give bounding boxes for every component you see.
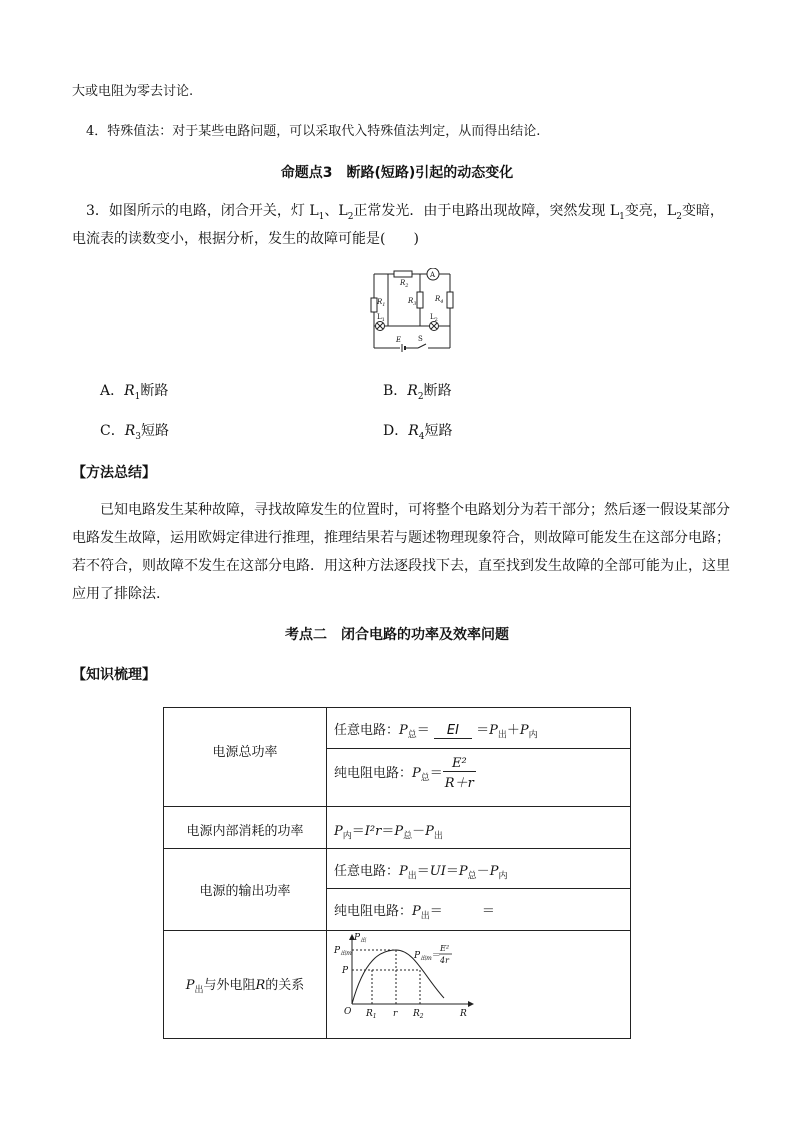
knowledge-title: 【知识梳理】 [72, 667, 156, 683]
total-power-any-circuit: 任意电路：$P_总=$ EI $=P_出+P_内$ [334, 723, 538, 741]
ammeter-label: A [430, 271, 436, 279]
pm-formula-numerator: E² [440, 944, 450, 953]
method-4-text: 4．特殊值法：对于某些电路问题，可以采取代入特殊值法判定，从而得出结论. [86, 124, 541, 139]
option-c[interactable]: C．$R_3$短路 [100, 423, 169, 442]
power-resistance-graph [328, 932, 478, 1020]
r2-tick-label: $R_2$ [413, 1009, 424, 1020]
row-total-power-label: 电源总功率 [212, 745, 278, 760]
origin-label: O [344, 1007, 352, 1017]
l1-label: $L_1$ [377, 313, 385, 323]
r3-label: $R_3$ [408, 297, 417, 307]
row-internal-power-label: 电源内部消耗的功率 [186, 824, 304, 839]
output-power-any-circuit: 任意电路：$P_出=UI=P_总-P_内$ [334, 864, 508, 882]
option-a[interactable]: A．$R_1$断路 [100, 383, 169, 402]
r-tick-label: r [393, 1009, 398, 1019]
row-relation-label: $P_出$与外电阻R的关系 [185, 978, 305, 996]
output-power-pure-resistor: 纯电阻电路：$P_出=$ ＝ [334, 904, 495, 922]
p-tick-label: P [342, 966, 349, 976]
method-summary-text: 已知电路发生某种故障，寻找故障发生的位置时，可将整个电路划分为若干部分；然后逐一假设某部分电路发生故障，运用欧姆定律进行推理，推理结果若与题述物理现象符合，则故障可能发生在这部分电路；若不符合，则故障不发生在这部分电路．用这种方法逐段找下去，直至找到发生故障的全部可能为止，这里应用了排除法. [72, 502, 730, 602]
e-label: E [396, 336, 402, 344]
pm-formula-denominator: 4r [440, 956, 449, 965]
question-3-line-1: 3．如图所示的电路，闭合开关，灯 $L_1$、$L_2$正常发光．由于电路出现故障，突然发现 $L_1$变亮，$L_2$变暗， [86, 203, 724, 222]
s-label: S [418, 335, 423, 343]
r1-label: $R_1$ [377, 298, 386, 308]
r2-label: $R_2$ [400, 279, 409, 289]
l2-label: $L_2$ [430, 313, 438, 323]
method-summary-title: 【方法总结】 [72, 465, 156, 481]
x-axis-label: R [460, 1009, 467, 1019]
question-3-line-2: 电流表的读数变小，根据分析，发生的故障可能是( ) [72, 231, 419, 247]
option-b[interactable]: B．$R_2$断路 [383, 383, 452, 402]
kaodian-title: 考点二 闭合电路的功率及效率问题 [285, 627, 509, 643]
option-d[interactable]: D．$R_4$短路 [383, 423, 453, 442]
y-axis-label: $P_出$ [354, 933, 367, 944]
top-line: 大或电阻为零去讨论. [72, 84, 194, 99]
pm-tick-label: $P_{出m}$ [334, 946, 352, 957]
pm-formula-lhs: $P_{出m}=$ [414, 951, 441, 962]
proposition-title: 命题点3 断路(短路)引起的动态变化 [280, 165, 514, 181]
row-output-power-label: 电源的输出功率 [199, 884, 291, 899]
internal-power-formula: $P_内=I^2r=P_总-P_出$ [334, 824, 443, 842]
r4-label: $R_4$ [435, 295, 444, 305]
r1-tick-label: $R_1$ [366, 1009, 377, 1020]
total-power-pure-resistor: 纯电阻电路：$P_总=$ $\frac{\text{E²}}{R+r}$ [334, 756, 474, 791]
circuit-diagram [368, 268, 458, 354]
